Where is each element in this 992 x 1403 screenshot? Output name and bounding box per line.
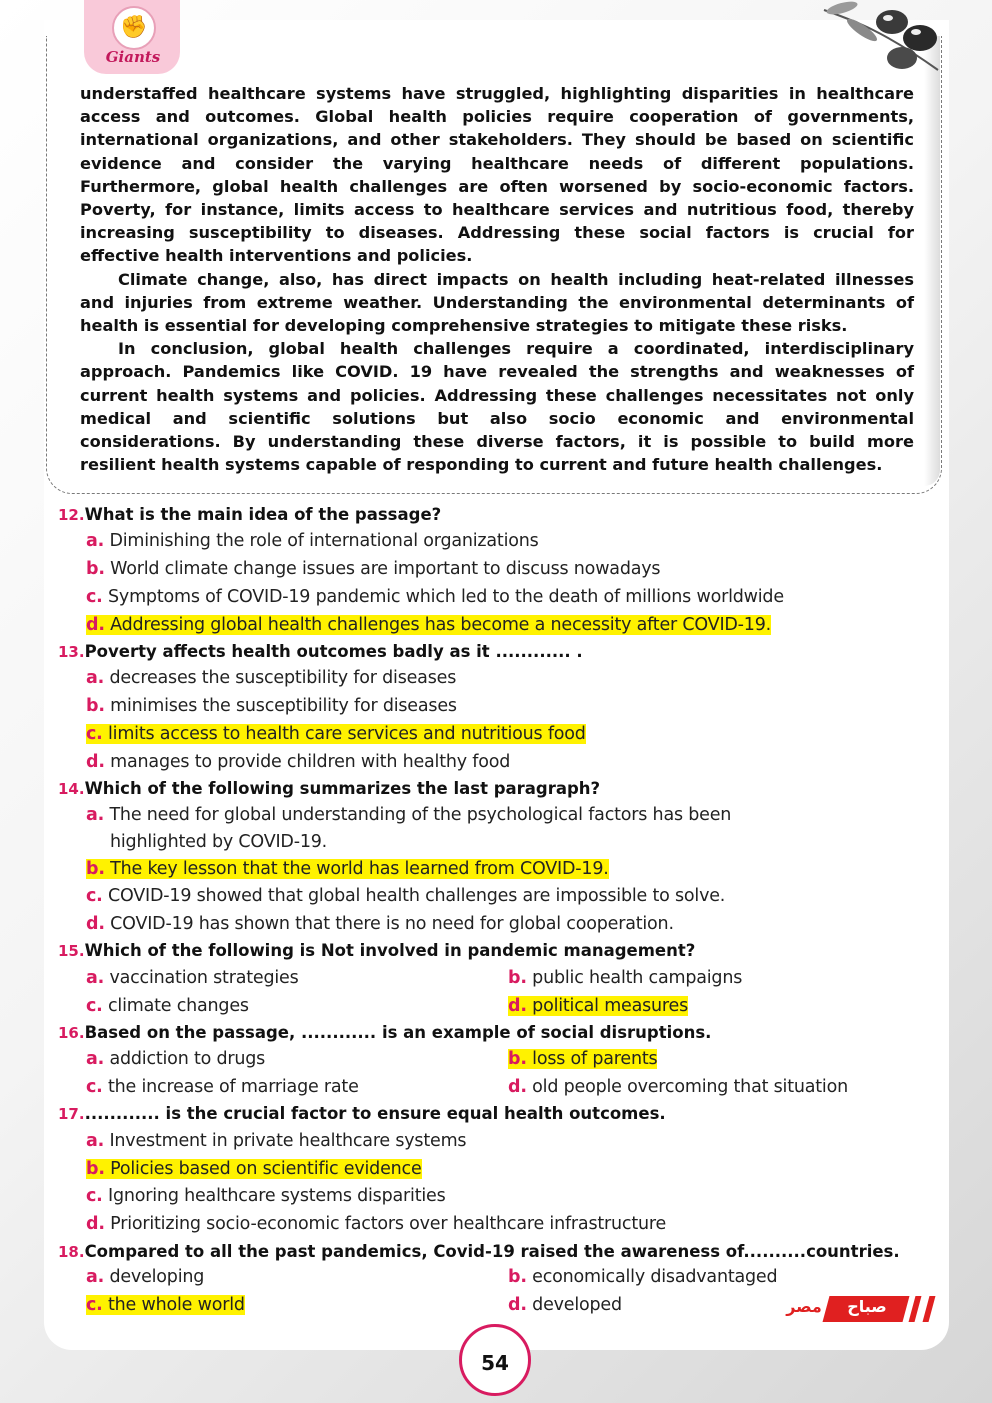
option-letter: a. xyxy=(86,1267,105,1287)
option-letter: a. xyxy=(86,668,105,688)
option-letter: c. xyxy=(86,724,103,744)
option-letter: c. xyxy=(86,1077,103,1097)
brand-logo-word-1: صباح xyxy=(847,1297,887,1316)
option-13c-answer[interactable] xyxy=(86,724,586,744)
option-18b[interactable] xyxy=(508,1267,777,1287)
option-text: The key lesson that the world has learned from COVID-19. xyxy=(110,859,609,879)
option-letter: d. xyxy=(86,1214,105,1234)
option-13b[interactable] xyxy=(86,696,457,716)
question-number: 17. xyxy=(58,1105,85,1123)
option-12d-answer[interactable] xyxy=(86,615,771,635)
option-14a[interactable] xyxy=(86,805,731,825)
option-text: vaccination strategies xyxy=(109,968,299,988)
passage-paragraph-2: Climate change, also, has direct impacts on health including heat-related illnesses and injuries from extreme weather. Understanding the environmental determinants of health is essential for developing comprehensive strategies to mitigate these risks. xyxy=(80,269,914,336)
option-letter: b. xyxy=(508,968,527,988)
question-16 xyxy=(58,1023,711,1042)
option-text: developed xyxy=(532,1295,622,1315)
option-letter: b. xyxy=(508,1267,527,1287)
option-letter: b. xyxy=(86,859,105,879)
option-text: The need for global understanding of the psychological factors has been xyxy=(109,805,732,825)
option-14b-answer[interactable] xyxy=(86,859,609,879)
option-text: Symptoms of COVID-19 pandemic which led to the death of millions worldwide xyxy=(108,587,784,607)
question-15 xyxy=(58,941,695,960)
option-letter: c. xyxy=(86,996,103,1016)
logo-text: Giants xyxy=(105,48,161,66)
question-text: Which of the following summarizes the last paragraph? xyxy=(84,779,601,798)
passage-paragraph-3: In conclusion, global health challenges require a coordinated, interdisciplinary approach. Pandemics like COVID. 19 have revealed the strengths and weaknesses of current health systems and policies. Addressing these challenges necessitates not only medical and scientific solutions but also socio economic and environmental considerations. By understanding these diverse factors, it is possible to build more resilient health systems capable of responding to current and future health challenges. xyxy=(80,339,914,475)
option-16b-answer[interactable] xyxy=(508,1049,657,1069)
option-letter: d. xyxy=(86,615,105,635)
fist-icon: ✊ xyxy=(112,6,156,50)
option-18a[interactable] xyxy=(86,1267,204,1287)
option-text: old people overcoming that situation xyxy=(532,1077,848,1097)
option-17d[interactable] xyxy=(86,1214,666,1234)
option-text: Prioritizing socio-economic factors over healthcare infrastructure xyxy=(110,1214,667,1234)
option-14d[interactable] xyxy=(86,914,674,934)
brand-logo-word-2: مصر xyxy=(786,1297,822,1316)
option-text: decreases the susceptibility for diseases xyxy=(109,668,457,688)
option-14c[interactable] xyxy=(86,886,725,906)
option-letter: a. xyxy=(86,1049,105,1069)
option-text: developing xyxy=(109,1267,205,1287)
option-letter: a. xyxy=(86,805,105,825)
option-text: minimises the susceptibility for diseases xyxy=(110,696,457,716)
option-text: the increase of marriage rate xyxy=(108,1077,359,1097)
question-number: 15. xyxy=(58,942,85,960)
option-12c[interactable] xyxy=(86,587,784,607)
option-text: public health campaigns xyxy=(532,968,743,988)
option-text: manages to provide children with healthy food xyxy=(110,752,511,772)
option-13a[interactable] xyxy=(86,668,456,688)
option-13d[interactable] xyxy=(86,752,510,772)
question-14 xyxy=(58,779,600,798)
option-15b[interactable] xyxy=(508,968,742,988)
option-16d[interactable] xyxy=(508,1077,848,1097)
question-number: 14. xyxy=(58,780,85,798)
question-12 xyxy=(58,505,441,524)
option-18c-answer[interactable] xyxy=(86,1295,245,1315)
option-text: political measures xyxy=(532,996,689,1016)
option-letter: c. xyxy=(86,1186,103,1206)
question-18 xyxy=(58,1242,900,1261)
option-text: limits access to health care services and nutritious food xyxy=(108,724,586,744)
option-text: climate changes xyxy=(108,996,249,1016)
option-12b[interactable] xyxy=(86,559,660,579)
question-13 xyxy=(58,642,583,661)
question-text: What is the main idea of the passage? xyxy=(84,505,442,524)
option-letter: c. xyxy=(86,1295,103,1315)
option-letter: b. xyxy=(508,1049,527,1069)
option-text: Policies based on scientific evidence xyxy=(110,1159,422,1179)
question-text: Compared to all the past pandemics, Covid-19 raised the awareness of..........countries. xyxy=(84,1242,900,1261)
option-letter: d. xyxy=(508,1077,527,1097)
question-text: Poverty affects health outcomes badly as it ............ . xyxy=(84,642,583,661)
option-letter: b. xyxy=(86,559,105,579)
option-letter: d. xyxy=(508,1295,527,1315)
passage-paragraph-1: understaffed healthcare systems have struggled, highlighting disparities in healthcare access and outcomes. Global health policies require cooperation of governments, international organizations, and other stakeholders. They should be based on scientific evidence and consider the varying healthcare needs of different populations. Furthermore, global health challenges are often worsened by socio-economic factors. Poverty, for instance, limits access to healthcare services and nutritious food, thereby increasing susceptibility to diseases. Addressing these social factors is crucial for effective health interventions and policies. xyxy=(80,84,914,266)
option-text: COVID-19 showed that global health challenges are impossible to solve. xyxy=(108,886,726,906)
option-text: economically disadvantaged xyxy=(532,1267,778,1287)
option-15d-answer[interactable] xyxy=(508,996,688,1016)
question-text: Based on the passage, ............ is an example of social disruptions. xyxy=(84,1023,712,1042)
option-text: Investment in private healthcare systems xyxy=(109,1131,467,1151)
option-16a[interactable] xyxy=(86,1049,265,1069)
option-text: addiction to drugs xyxy=(109,1049,266,1069)
option-17c[interactable] xyxy=(86,1186,446,1206)
page-number: 54 xyxy=(459,1324,531,1396)
option-letter: a. xyxy=(86,531,105,551)
option-12a[interactable] xyxy=(86,531,539,551)
option-letter: c. xyxy=(86,886,103,906)
option-letter: d. xyxy=(508,996,527,1016)
option-text: Diminishing the role of international organizations xyxy=(109,531,539,551)
reading-passage xyxy=(80,82,914,476)
option-18d[interactable] xyxy=(508,1295,622,1315)
option-text: Addressing global health challenges has become a necessity after COVID-19. xyxy=(110,615,772,635)
option-letter: c. xyxy=(86,587,103,607)
question-text: Which of the following is Not involved in pandemic management? xyxy=(84,941,696,960)
question-number: 12. xyxy=(58,506,85,524)
option-16c[interactable] xyxy=(86,1077,359,1097)
option-text: World climate change issues are important to discuss nowadays xyxy=(110,559,661,579)
question-number: 18. xyxy=(58,1243,85,1261)
option-text: loss of parents xyxy=(532,1049,658,1069)
option-17b-answer[interactable] xyxy=(86,1159,422,1179)
option-text: the whole world xyxy=(108,1295,245,1315)
option-letter: a. xyxy=(86,968,105,988)
option-17a[interactable] xyxy=(86,1131,466,1151)
olive-branch-icon xyxy=(822,0,940,80)
option-15c[interactable] xyxy=(86,996,249,1016)
option-letter: d. xyxy=(86,752,105,772)
question-17 xyxy=(58,1104,666,1123)
option-letter: a. xyxy=(86,1131,105,1151)
option-letter: b. xyxy=(86,696,105,716)
option-14a-continued: highlighted by COVID-19. xyxy=(110,832,328,852)
option-text: Ignoring healthcare systems disparities xyxy=(108,1186,446,1206)
question-text: ............ is the crucial factor to ensure equal health outcomes. xyxy=(84,1104,666,1123)
option-text: COVID-19 has shown that there is no need for global cooperation. xyxy=(110,914,674,934)
question-number: 13. xyxy=(58,643,85,661)
question-number: 16. xyxy=(58,1024,85,1042)
option-15a[interactable] xyxy=(86,968,299,988)
option-letter: d. xyxy=(86,914,105,934)
option-letter: b. xyxy=(86,1159,105,1179)
